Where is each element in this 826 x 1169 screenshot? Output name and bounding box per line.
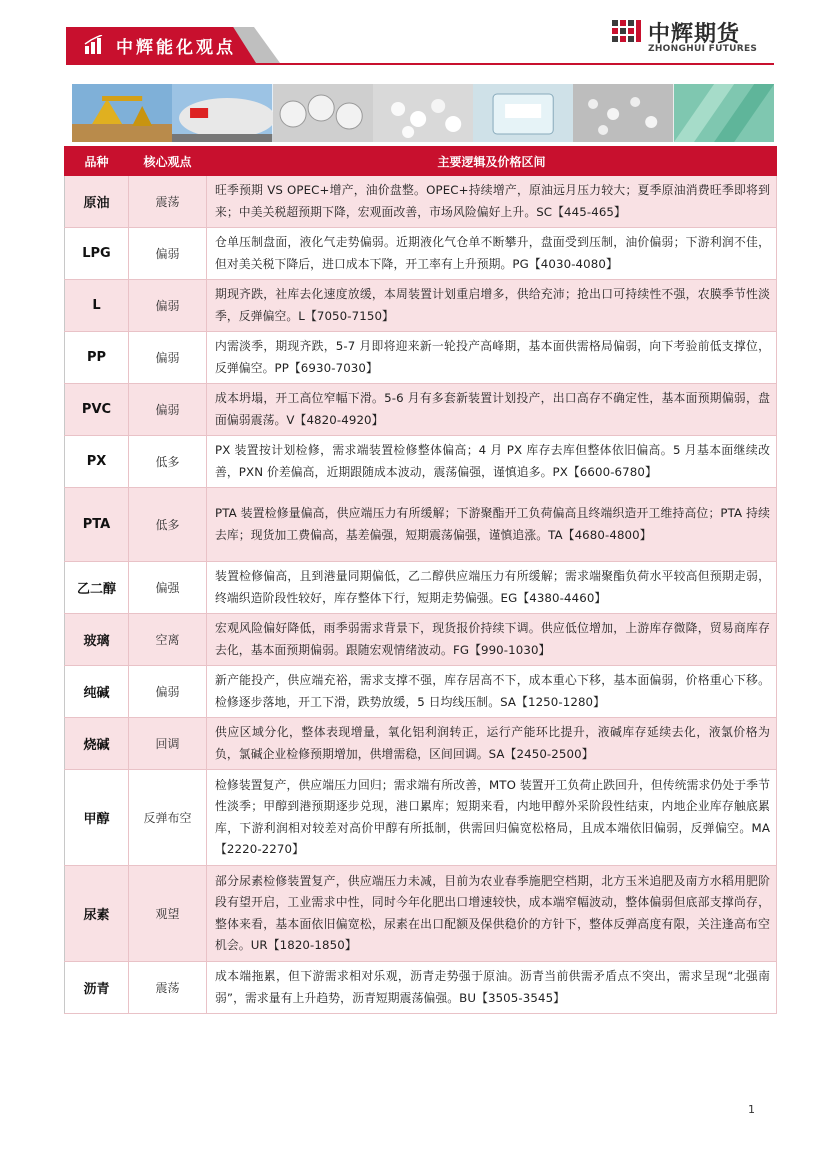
table-row xyxy=(65,228,777,280)
table-row xyxy=(65,436,777,488)
table-row xyxy=(65,488,777,562)
photo-banner xyxy=(72,84,774,142)
logic-text: PX 装置按计划检修，需求端装置检修整体偏高；4 月 PX 库存去库但整体依旧偏高。5 月基本面继续改善，PXN 价差偏高，近期跟随成本波动，震荡偏强，谨慎追多。PX【6600-6780】 xyxy=(207,436,777,488)
plastic-pellets-image xyxy=(373,84,473,142)
header-divider xyxy=(66,63,774,65)
table-row xyxy=(65,562,777,614)
logic-text: 成本坍塌，开工高位窄幅下滑。5-6 月有多套新装置计划投产，出口高存不确定性，基本面预期偏弱，盘面偏弱震荡。V【4820-4920】 xyxy=(207,384,777,436)
pvc-pipes-image xyxy=(273,84,373,142)
white-granules-image xyxy=(573,84,673,142)
table-row xyxy=(65,614,777,666)
logic-text: 内需淡季，期现齐跌，5-7 月即将迎来新一轮投产高峰期，基本面供需格局偏弱，向下考验前低支撑位，反弹偏空。PP【6930-7030】 xyxy=(207,332,777,384)
core-view: 震荡 xyxy=(129,962,207,1014)
col-header-logic: 主要逻辑及价格区间 xyxy=(207,147,777,176)
brand-name-cn: 中辉期货 xyxy=(648,22,741,47)
glass-sheets-image xyxy=(674,84,774,142)
core-view: 偏弱 xyxy=(129,384,207,436)
core-view: 低多 xyxy=(129,488,207,562)
variety-name: 原油 xyxy=(65,176,129,228)
lpg-tank-image xyxy=(172,84,272,142)
core-view: 偏弱 xyxy=(129,280,207,332)
variety-name: L xyxy=(65,280,129,332)
viewpoint-table xyxy=(64,146,777,1014)
core-view: 偏弱 xyxy=(129,666,207,718)
bar-chart-icon xyxy=(84,35,104,55)
variety-name: 甲醇 xyxy=(65,770,129,866)
core-view: 反弹布空 xyxy=(129,770,207,866)
variety-name: PTA xyxy=(65,488,129,562)
logic-text: PTA 装置检修量偏高，供应端压力有所缓解；下游聚酯开工负荷偏高且终端织造开工维持高位；PTA 持续去库；现货加工费偏高，基差偏强，短期震荡偏强，谨慎追涨。TA【4680-4800】 xyxy=(207,488,777,562)
table-row xyxy=(65,770,777,866)
table-header-row xyxy=(65,147,777,176)
table-row xyxy=(65,718,777,770)
section-title: 中辉能化观点 xyxy=(116,38,236,58)
table-row xyxy=(65,280,777,332)
brand-name-en: ZHONGHUI FUTURES xyxy=(648,44,758,54)
table-row xyxy=(65,962,777,1014)
core-view: 偏强 xyxy=(129,562,207,614)
table-row xyxy=(65,176,777,228)
table-row xyxy=(65,666,777,718)
variety-name: 纯碱 xyxy=(65,666,129,718)
company-logo-icon xyxy=(612,18,642,48)
variety-name: PX xyxy=(65,436,129,488)
core-view: 偏弱 xyxy=(129,228,207,280)
logic-text: 新产能投产，供应端充裕，需求支撑不强，库存居高不下，成本重心下移，基本面偏弱，价格重心下移。检修逐步落地，开工下滑，跌势放缓，5 日均线压制。SA【1250-1280】 xyxy=(207,666,777,718)
variety-name: 沥青 xyxy=(65,962,129,1014)
col-header-core-view: 核心观点 xyxy=(129,147,207,176)
logic-text: 期现齐跌，社库去化速度放缓，本周装置计划重启增多，供给充沛；抢出口可持续性不强，农膜季节性淡季，反弹偏空。L【7050-7150】 xyxy=(207,280,777,332)
table-row xyxy=(65,866,777,962)
logic-text: 装置检修偏高，且到港量同期偏低，乙二醇供应端压力有所缓解；需求端聚酯负荷水平较高但预期走弱，终端织造阶段性较好，库存整体下行，短期走势偏强。EG【4380-4460】 xyxy=(207,562,777,614)
core-view: 偏弱 xyxy=(129,332,207,384)
core-view: 观望 xyxy=(129,866,207,962)
ethylene-glycol-image xyxy=(473,84,573,142)
variety-name: PVC xyxy=(65,384,129,436)
page-header xyxy=(0,0,826,76)
core-view: 空离 xyxy=(129,614,207,666)
col-header-variety: 品种 xyxy=(65,147,129,176)
variety-name: 尿素 xyxy=(65,866,129,962)
page-number: 1 xyxy=(748,1103,755,1116)
logic-text: 检修装置复产，供应端压力回归；需求端有所改善，MTO 装置开工负荷止跌回升，但传统需求仍处于季节性淡季；甲醇到港预期逐步兑现，港口累库；短期来看，内地甲醇外采阶段性结束，内地企业库存触底累库，下游利润相对较差对高价甲醇有所抵制，供需回归偏宽松格局，且成本端依旧偏弱，反弹偏空。MA【2220-2270】 xyxy=(207,770,777,866)
variety-name: 烧碱 xyxy=(65,718,129,770)
oil-pump-image xyxy=(72,84,172,142)
logic-text: 仓单压制盘面，液化气走势偏弱。近期液化气仓单不断攀升，盘面受到压制，油价偏弱；下游利润不佳，但对美关税下降后，进口成本下降，开工率有上升预期。PG【4030-4080】 xyxy=(207,228,777,280)
table-row xyxy=(65,384,777,436)
variety-name: 乙二醇 xyxy=(65,562,129,614)
variety-name: LPG xyxy=(65,228,129,280)
logic-text: 宏观风险偏好降低，雨季弱需求背景下，现货报价持续下调。供应低位增加，上游库存微降，贸易商库存去化，基本面预期偏弱。跟随宏观情绪波动。FG【990-1030】 xyxy=(207,614,777,666)
variety-name: PP xyxy=(65,332,129,384)
table-row xyxy=(65,332,777,384)
logic-text: 供应区域分化，整体表现增量，氧化铝利润转正，运行产能环比提升，液碱库存延续去化，液氯价格为负，氯碱企业检修预期增加，供增需稳，区间回调。SA【2450-2500】 xyxy=(207,718,777,770)
logic-text: 成本端拖累，但下游需求相对乐观，沥青走势强于原油。沥青当前供需矛盾点不突出，需求呈现“北强南弱”，需求量有上升趋势，沥青短期震荡偏强。BU【3505-3545】 xyxy=(207,962,777,1014)
core-view: 震荡 xyxy=(129,176,207,228)
logic-text: 旺季预期 VS OPEC+增产，油价盘整。OPEC+持续增产，原油远月压力较大；夏季原油消费旺季即将到来；中美关税超预期下降，宏观面改善，市场风险偏好上升。SC【445-465】 xyxy=(207,176,777,228)
core-view: 回调 xyxy=(129,718,207,770)
core-view: 低多 xyxy=(129,436,207,488)
variety-name: 玻璃 xyxy=(65,614,129,666)
logic-text: 部分尿素检修装置复产，供应端压力未减，目前为农业春季施肥空档期，北方玉米追肥及南方水稻用肥阶段有望开启，工业需求中性，同时今年化肥出口增速较快，成本端窄幅波动，整体偏弱但底部支撑尚存，整体来看，基本面依旧偏宽松，尿素在出口配额及保供稳价的方针下，整体反弹高度有限，关注逢高布空机会。UR【1820-1850】 xyxy=(207,866,777,962)
